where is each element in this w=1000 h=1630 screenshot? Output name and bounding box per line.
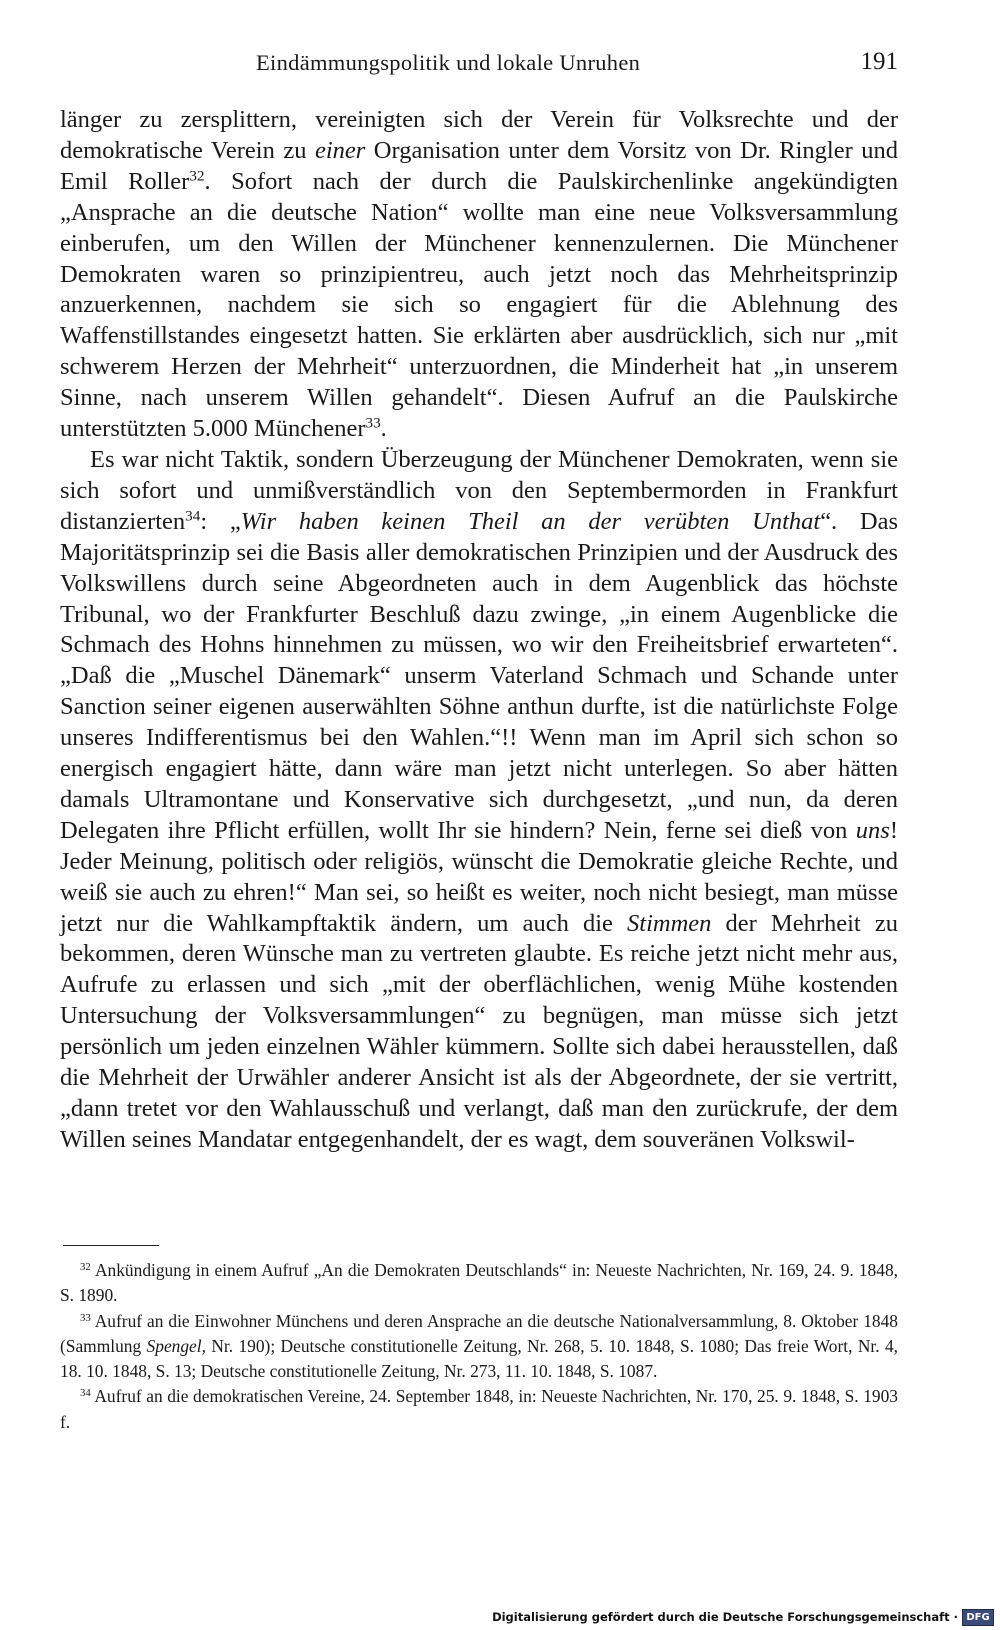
footnote-number: 32 (80, 1261, 91, 1274)
footnote-33 (60, 1309, 898, 1385)
text-run: . (380, 415, 387, 443)
main-text (60, 105, 898, 1156)
footnote-number: 34 (80, 1387, 91, 1400)
text-run: der Mehrheit zu bekommen, deren Wünsche man zu vertreten glaubte. Es reiche jetzt nicht mehr aus, Aufrufe zu erlassen und sich „mit der oberflächlichen, wenig Mühe kostenden Untersuchung der Volksversammlungen“ zu begnügen, man müsse sich jetzt persönlich um jeden einzelnen Wähler kümmern. Sollte sich dabei herausstellen, daß die Mehrheit der Urwähler anderer Ansicht ist als der Abgeordnete, der sie vertritt, „dann tretet vor den Wahlausschuß und verlangt, daß man den zurückrufe, der dem Willen seines Mandatar entgegenhandelt, der es wagt, dem souveränen Volkswil- (60, 909, 898, 1153)
footnotes (60, 1258, 898, 1435)
footnote-ref-32: 32 (189, 167, 205, 185)
digitization-notice (492, 1607, 994, 1627)
footnote-number: 33 (80, 1311, 91, 1324)
text-run: länger zu zersplittern, vereinigten sich der Verein für Volksrechte und der demokratische Verein zu (60, 106, 898, 164)
footnote-34 (60, 1384, 898, 1435)
text-run: : „ (200, 507, 241, 535)
dfg-logo-icon: DFG (962, 1609, 994, 1626)
text-run: Organisation unter dem Vorsitz von Dr. Ringler und Emil Roller (60, 136, 899, 195)
emphasis: Stimmen (627, 909, 712, 937)
text-run: “. Das Majoritätsprinzip sei die Basis aller demokratischen Prinzipien und der Ausdruck des Volkswillens durch seine Abgeordneten auch in dem Augenblick das höchste Tribunal, wo der Frankfurter Beschluß dazu zwinge, „in einem Augenblicke die Schmach des Hohns hinnehmen zu müssen, wo wir den Freiheitsbrief erwarteten“. „Daß die „Muschel Dänemark“ unserm Vaterland Schmach und Schande unter Sanction seiner eigenen auserwählten Söhne anthun durfte, ist die natürlichste Folge unseres Indifferentismus bei den Wahlen.“!! Wenn man im April sich schon so energisch engagiert hätte, dann wäre man jetzt nicht unterlegen. So aber hätten damals Ultramontane und Konservative sich durchgesetzt, „und nun, da deren Delegaten ihre Pflicht erfüllen, wollt Ihr sie hindern? Nein, ferne sei dieß von (60, 507, 898, 844)
footnote-text: Nr. 190); Deutsche constitutionelle Zeitung, Nr. 268, 5. 10. 1848, S. 1080; Das freie Wort, Nr. 4, 18. 10. 1848, S. 13; Deutsche constitutionelle Zeitung, Nr. 273, 11. 10. 1848, S. 1087. (60, 1335, 898, 1382)
emphasis: uns (855, 816, 890, 844)
paragraph-1 (60, 105, 898, 445)
footnote-text: Aufruf an die Einwohner Münchens und deren Ansprache an die deutsche Nationalversammlung, 8. Oktober 1848 (Sammlung (60, 1310, 898, 1356)
digitization-text: Digitalisierung gefördert durch die Deutsche Forschungsgemeinschaft (492, 1610, 950, 1624)
dash: · (953, 1610, 958, 1624)
footnote-text: Aufruf an die demokratischen Vereine, 24. September 1848, in: Neueste Nachrichten, Nr. 170, 25. 9. 1848, S. 1903 f. (60, 1386, 898, 1432)
running-title: Eindämmungspolitik und lokale Unruhen (256, 50, 641, 75)
footnote-ref-33: 33 (365, 414, 381, 432)
paragraph-2 (60, 445, 898, 1156)
page-number: 191 (860, 48, 898, 75)
quote-italic: Wir haben keinen Theil an der verübten Unthat (240, 507, 821, 535)
footnote-32 (60, 1258, 898, 1309)
running-header (60, 48, 898, 82)
text-run: . Sofort nach der durch die Paulskirchenlinke angekündigten „Ansprache an die deutsche Nation“ wollte man eine neue Volksversammlung einberufen, um den Willen der Münchener kennenzulernen. Die Münchener Demokraten waren so prinzipientreu, auch jetzt noch das Mehrheitsprinzip anzuerkennen, nachdem sie sich so engagiert für die Ablehnung des Waffenstillstandes eingesetzt hatten. Sie erklärten aber ausdrücklich, sich nur „mit schwerem Herzen der Mehrheit“ unterzuordnen, die Minderheit hat „in unserem Sinne, nach unserem Willen gehandelt“. Diesen Aufruf an die Paulskirche unterstützten 5.000 Münchener (60, 167, 899, 443)
footnote-divider (63, 1245, 159, 1246)
footnote-italic: Spengel, (146, 1335, 206, 1356)
emphasis: einer (314, 136, 366, 164)
text-run: Es war nicht Taktik, sondern Überzeugung der Münchener Demokraten, wenn sie sich sofort und unmißverständlich von den Septembermorden in Frankfurt distanzierten (60, 445, 898, 535)
text-run: ! Jeder Meinung, politisch oder religiös, wünscht die Demokratie gleiche Rechte, und weiß sie auch zu ehren!“ Man sei, so heißt es weiter, noch nicht besiegt, man müsse jetzt nur die Wahlkampftaktik ändern, um auch die (60, 816, 898, 937)
footnote-ref-34: 34 (185, 507, 201, 525)
footnote-text: Ankündigung in einem Aufruf „An die Demokraten Deutschlands“ in: Neueste Nachrichten, Nr. 169, 24. 9. 1848, S. 1890. (60, 1260, 898, 1306)
